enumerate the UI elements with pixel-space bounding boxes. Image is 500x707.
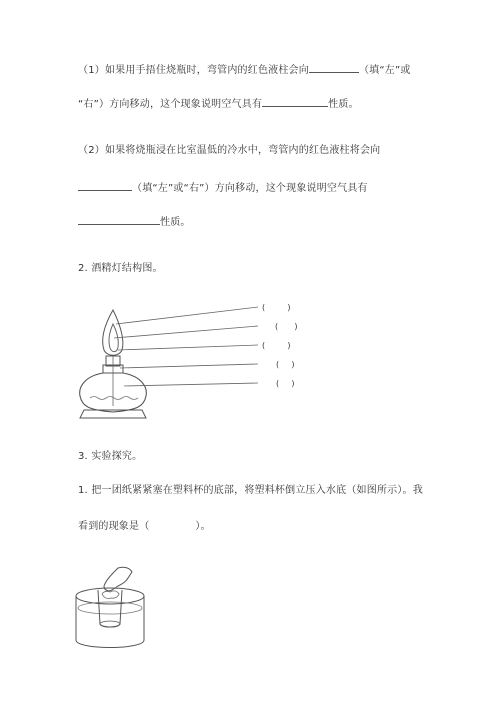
paper-wad <box>102 591 119 599</box>
q2-title: 2. 酒精灯结构图。 <box>78 263 163 274</box>
q1-part1-text-c: “右”）方向移动，这个现象说明空气具有 <box>78 99 263 110</box>
q1-line1 <box>78 62 411 78</box>
q1-blank-1[interactable] <box>309 62 359 73</box>
alcohol-lamp-diagram <box>70 302 310 422</box>
leader-line-2 <box>114 326 258 338</box>
alcohol-liquid <box>90 397 138 400</box>
q1-part1-text-d: 性质。 <box>328 99 359 110</box>
q3-title: 3. 实验探究。 <box>78 451 143 462</box>
leader-line-3 <box>118 345 258 350</box>
lamp-label-2[interactable]: ( ) <box>275 322 298 331</box>
lamp-label-4[interactable]: ( ) <box>276 360 295 369</box>
q1-line3 <box>78 144 380 158</box>
q1-part1-text-b: （填“左”或 <box>358 65 411 76</box>
lamp-base <box>80 410 146 418</box>
lamp-label-1[interactable]: ( ) <box>262 303 291 312</box>
q1-part2-text-c: 性质。 <box>160 217 191 228</box>
leader-line-4 <box>120 364 258 368</box>
hand <box>104 567 132 591</box>
q1-part2-text-b: （填“左”或“右”）方向移动，这个现象说明空气具有 <box>132 183 368 194</box>
lamp-label-3[interactable]: ( ) <box>262 341 291 350</box>
q3-sub1-text-b: 看到的现象是（ <box>78 521 150 532</box>
q1-part1-text-a: （1）如果用手捂住烧瓶时，弯管内的红色液柱会向 <box>78 65 309 76</box>
q1-blank-3[interactable] <box>78 180 132 191</box>
q3-sub1-text-c: ）。 <box>195 521 211 532</box>
q1-line2 <box>78 96 359 112</box>
lamp-label-5[interactable]: ( ) <box>276 379 295 388</box>
flame-outer <box>103 310 123 355</box>
q1-line4 <box>78 180 368 196</box>
q3-sub1-line1: 1. 把一团纸紧紧塞在塑料杯的底部，将塑料杯倒立压入水底（如图所示）。我 <box>78 485 423 496</box>
q3-sub1-line2 <box>78 520 211 534</box>
q1-blank-4[interactable] <box>78 214 160 225</box>
q1-line5 <box>78 214 191 230</box>
cup-opening <box>100 621 120 627</box>
leader-line-1 <box>116 307 258 324</box>
q1-blank-2[interactable] <box>262 96 328 107</box>
cup-in-water-diagram <box>72 564 152 654</box>
q1-part2-text-a: （2）如果将烧瓶浸在比室温低的冷水中，弯管内的红色液柱将会向 <box>78 145 381 156</box>
